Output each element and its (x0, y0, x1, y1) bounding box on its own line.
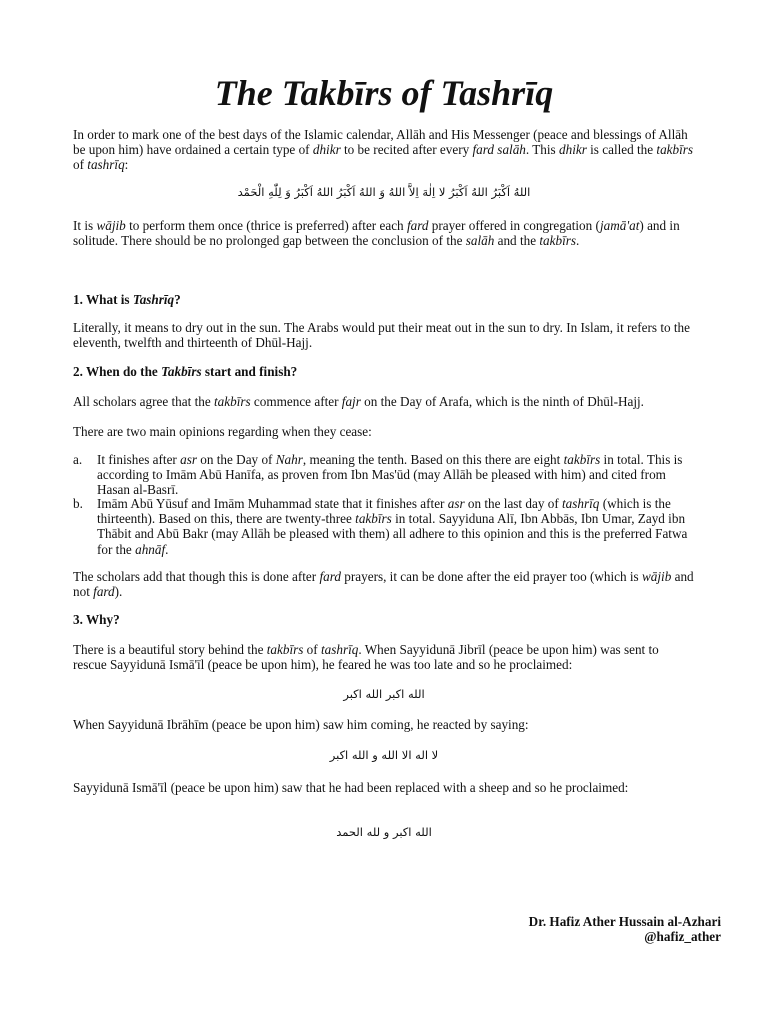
intro-text: of (73, 157, 88, 173)
term-asr: asr (447, 496, 465, 511)
heading-term: Takbīrs (161, 364, 202, 379)
term-fajr: fajr (341, 394, 361, 409)
paragraph-text: . When Sayyidunā Jibrīl (peace be upon him) was sent to rescue Sayyidunā Ismā'īl (peace be upon him), he feared he was too late and so he proclaimed: (73, 642, 659, 673)
paragraph-text: on the Day of Arafa, which is the ninth of Dhūl-Hajj. (360, 394, 644, 409)
term-asr: asr (180, 452, 197, 467)
section-2-paragraph-1 (73, 394, 695, 409)
item-text: (which is the thirteenth). Based on this, there are twenty-three (97, 496, 671, 527)
section-3-paragraph-1 (73, 642, 695, 672)
heading-text: 2. When do the (73, 364, 162, 379)
intro-text: to be recited after every (340, 142, 473, 158)
term-takbirs: takbīrs (355, 511, 392, 527)
author-handle: @hafiz_ather (644, 929, 721, 944)
term-nahr: Nahr (275, 452, 303, 467)
intro-text: is called the (586, 142, 657, 158)
list-marker: b. (73, 496, 83, 511)
intro-term-dhikr: dhikr (559, 142, 587, 158)
document-title: The Takbīrs of Tashrīq (214, 73, 554, 113)
paragraph-text: It is (73, 218, 97, 233)
intro-text: : (124, 157, 129, 173)
arabic-takbir: اللهُ اَكْبَرُ اللهُ اَكْبَرُ لا اِلٰهَ اِلاَّ اللهُ وَ اللهُ اَكْبَرُ اللهُ اَكْبَرُ وَ لِلّٰهِ الْحَمْد (237, 185, 531, 199)
section-2-paragraph-2: There are two main opinions regarding when they cease: (73, 424, 372, 439)
term-takbirs: takbīrs (213, 394, 251, 409)
term-fard: fard (93, 584, 115, 600)
list-marker: a. (73, 452, 83, 467)
paragraph-text: ) and in solitude. There should be no prolonged gap between the conclusion of the (73, 218, 680, 249)
term-ahnaf: ahnāf (135, 541, 166, 557)
paragraph-text: There is a beautiful story behind the (73, 642, 267, 657)
intro-term-fard-salah: fard salāh (472, 142, 526, 158)
section-1-body: Literally, it means to dry out in the sun. The Arabs would put their meat out in the sun to dry. In Islam, it refers to the eleventh, twelfth and thirteenth of Dhūl-Hajj. (73, 320, 691, 351)
term-wajib: wājib (96, 218, 126, 233)
paragraph-text: and the (494, 233, 540, 249)
list-item-text (97, 496, 695, 557)
arabic-phrase-1: الله اكبر الله اكبر (343, 687, 425, 701)
term-wajib: wājib (641, 569, 672, 584)
intro-text: . This (525, 142, 559, 158)
term-salah: salāh (465, 233, 495, 249)
heading-term: Tashrīq (132, 292, 175, 307)
item-text: on the last day of (464, 496, 563, 511)
term-tashriq: tashrīq (320, 642, 359, 657)
paragraph-text: The scholars add that though this is done after (73, 569, 320, 584)
term-fard: fard (319, 569, 341, 584)
term-takbirs: takbīrs (266, 642, 304, 657)
term-jamaat: jamā'at (599, 218, 640, 233)
term-takbirs: takbīrs (539, 233, 576, 249)
section-2-paragraph-3 (73, 569, 695, 599)
intro-paragraph (73, 127, 695, 173)
heading-text: ? (174, 292, 181, 307)
item-text: in total. Sayyiduna Alī, Ibn Abbās, Ibn Umar, Zayd ibn Thābit and Abū Bakr (may Allāh be pleased with them) all adhere to this opinion and this is the preferred Fatwa for the (97, 511, 688, 557)
list-item-text (97, 452, 695, 498)
wajib-paragraph (73, 218, 695, 248)
item-text: in total. This is according to Imām Abū Hanīfa, as proven from Ibn Mas'ūd (may Allāh be pleased with him) and cited from Hasan al-Basrī. (97, 452, 683, 498)
intro-term-dhikr: dhikr (312, 142, 341, 158)
section-3-heading: 3. Why? (73, 612, 120, 627)
paragraph-text: to perform them once (thrice is preferred) after each (125, 218, 407, 233)
paragraph-text: prayers, it can be done after the eid prayer too (which is (340, 569, 642, 584)
intro-term-takbirs: takbīrs (656, 142, 694, 158)
item-text: It finishes after (97, 452, 181, 467)
term-fard: fard (406, 218, 429, 233)
author-name: Dr. Hafiz Ather Hussain al-Azhari (528, 914, 721, 929)
heading-text: start and finish? (201, 364, 298, 379)
arabic-phrase-3: الله اكبر و لله الحمد (336, 825, 432, 839)
paragraph-text: prayer offered in congregation ( (428, 218, 600, 233)
paragraph-text: All scholars agree that the (73, 394, 214, 409)
arabic-phrase-2: لا اله الا الله و الله اكبر (329, 748, 439, 762)
section-3-paragraph-2: When Sayyidunā Ibrāhīm (peace be upon him) saw him coming, he reacted by saying: (73, 717, 529, 732)
term-tashriq: tashrīq (562, 496, 600, 511)
term-takbirs: takbīrs (563, 452, 601, 467)
paragraph-text: ). (114, 584, 123, 600)
paragraph-text: and not (73, 569, 694, 600)
intro-term-tashriq: tashrīq (87, 157, 125, 173)
paragraph-text: of (303, 642, 321, 657)
item-text: , meaning the tenth. Based on this there are eight (302, 452, 564, 467)
item-text: Imām Abū Yūsuf and Imām Muhammad state that it finishes after (97, 496, 448, 511)
section-2-heading (73, 364, 695, 379)
section-3-paragraph-3: Sayyidunā Ismā'īl (peace be upon him) saw that he had been replaced with a sheep and so he proclaimed: (73, 780, 629, 795)
item-text: . (165, 541, 169, 557)
item-text: on the Day of (196, 452, 276, 467)
heading-text: 1. What is (73, 292, 133, 307)
paragraph-text: . (576, 233, 580, 249)
section-1-heading (73, 292, 695, 307)
paragraph-text: commence after (250, 394, 342, 409)
intro-text: In order to mark one of the best days of the Islamic calendar, Allāh and His Messenger (peace and blessings of Allāh be upon him) have ordained a certain type of (73, 127, 688, 158)
